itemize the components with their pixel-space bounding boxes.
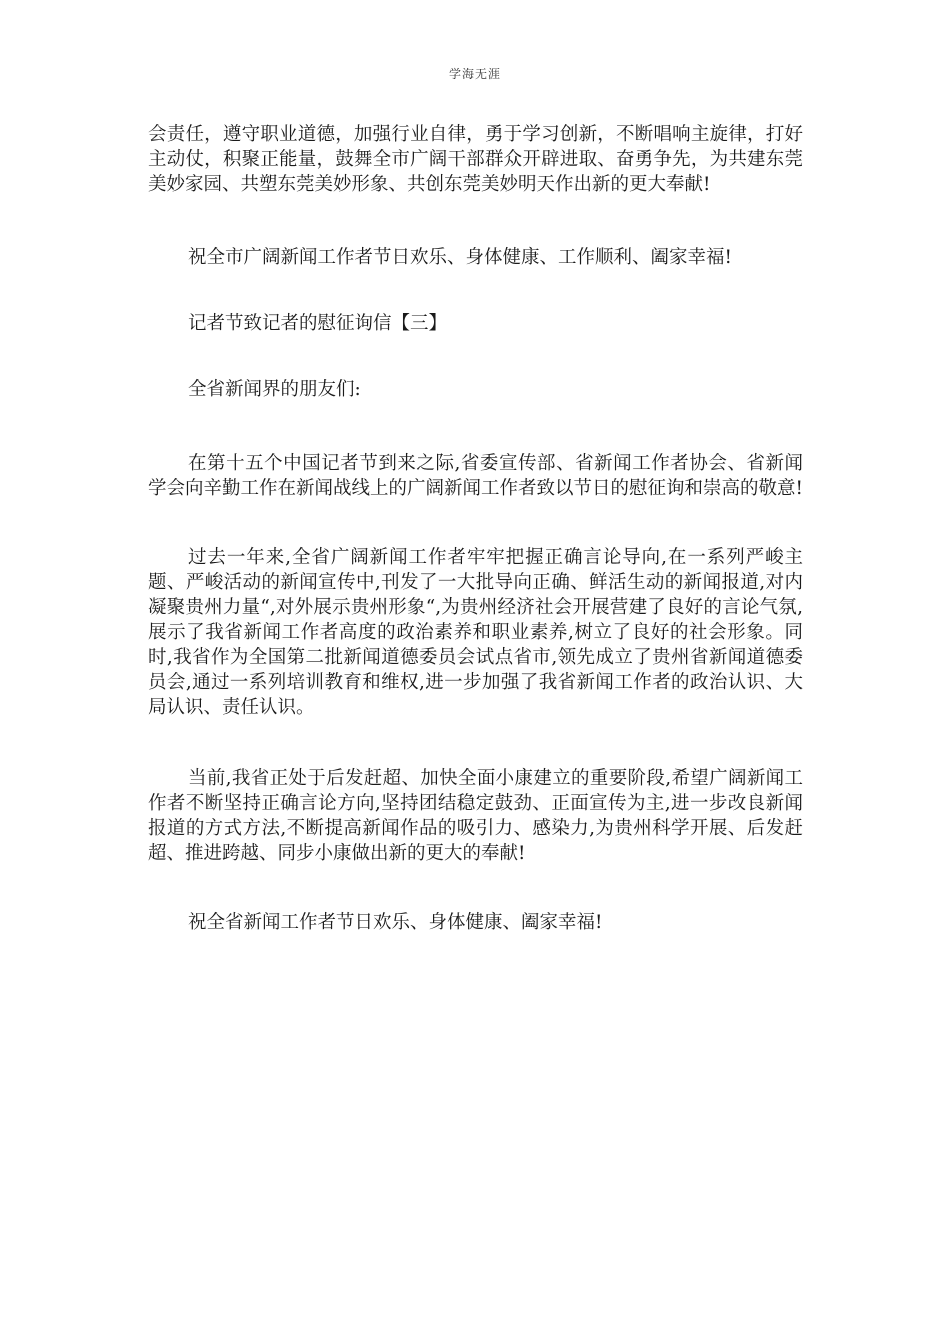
page-header: 学海无涯 [448,67,501,81]
paragraph-province-wishes: 祝全省新闻工作者节日欢乐、身体健康、阖家幸福! [188,912,603,933]
document-body [148,122,803,935]
paragraph-continuation: 会责任，遵守职业道德，加强行业自律，勇于学习创新，不断唱响主旋律，打好主动仗，积聚正能量，鼓舞全市广阔干部群众开辟进取、奋勇争先，为共建东莞美妙家园、共塑东莞美妙形象、共创东莞美妙明天作出新的更大奉献! [148,124,803,195]
letter-salutation: 全省新闻界的朋友们: [188,379,361,400]
section-title: 记者节致记者的慰征询信【三】 [188,313,448,334]
paragraph-greeting: 在第十五个中国记者节到来之际,省委宣传部、省新闻工作者协会、省新闻学会向辛勤工作在新闻战线上的广阔新闻工作者致以节日的慰征询和崇高的敬意! [148,453,803,499]
paragraph-city-wishes: 祝全市广阔新闻工作者节日欢乐、身体健康、工作顺利、阖家幸福! [188,247,732,268]
paragraph-outlook: 当前,我省正处于后发赶超、加快全面小康建立的重要阶段,希望广阔新闻工作者不断坚持正确言论方向,坚持团结稳定鼓劲、正面宣传为主,进一步改良新闻报道的方式方法,不断提高新闻作品的吸引力、感染力,为贵州科学开展、后发赶超、推进跨越、同步小康做出新的更大的奉献! [148,768,803,864]
paragraph-review: 过去一年来,全省广阔新闻工作者牢牢把握正确言论导向,在一系列严峻主题、严峻活动的新闻宣传中,刊发了一大批导向正确、鲜活生动的新闻报道,对内凝聚贵州力量“,对外展示贵州形象“,为贵州经济社会开展营建了良好的言论气氛,展示了我省新闻工作者高度的政治素养和职业素养,树立了良好的社会形象。同时,我省作为全国第二批新闻道德委员会试点省市,领先成立了贵州省新闻道德委员会,通过一系列培训教育和维权,进一步加强了我省新闻工作者的政治认识、大局认识、责任认识。 [148,547,803,718]
